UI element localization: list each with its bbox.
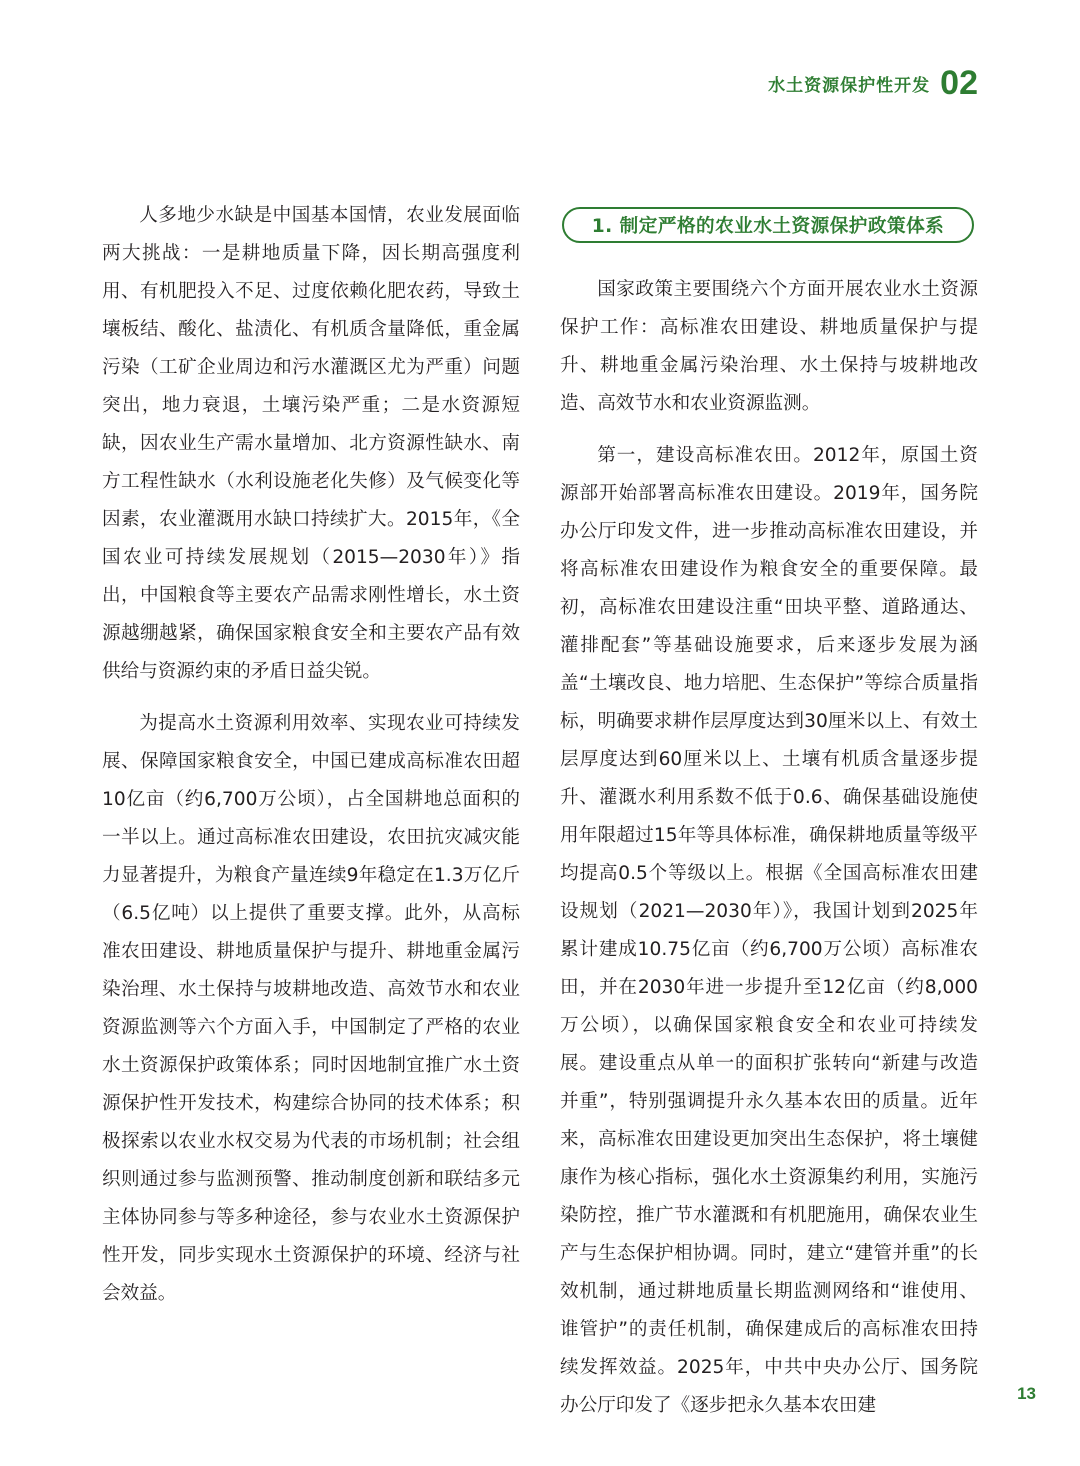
running-header <box>768 66 978 100</box>
section-heading: 1. 制定严格的农业水土资源保护政策体系 <box>591 216 945 237</box>
chapter-title: 水土资源保护性开发 <box>768 75 931 96</box>
left-column <box>102 197 520 1327</box>
body-paragraph: 国家政策主要围绕六个方面开展农业水土资源保护工作：高标准农田建设、耕地质量保护与提升、耕地重金属污染治理、水土保持与坡耕地改造、高效节水和农业资源监测。 <box>560 279 978 414</box>
chapter-number: 02 <box>940 64 978 102</box>
body-paragraph: 为提高水土资源利用效率、实现农业可持续发展、保障国家粮食安全，中国已建成高标准农田超10亿亩（约6,700万公顷），占全国耕地总面积的一半以上。通过高标准农田建设，农田抗灾减灾能力显著提升，为粮食产量连续9年稳定在1.3万亿斤（6.5亿吨）以上提供了重要支撑。此外，从高标准农田建设、耕地质量保护与提升、耕地重金属污染治理、水土保持与坡耕地改造、高效节水和农业资源监测等六个方面入手，中国制定了严格的农业水土资源保护政策体系；同时因地制宜推广水土资源保护性开发技术，构建综合协同的技术体系；积极探索以农业水权交易为代表的市场机制；社会组织则通过参与监测预警、推动制度创新和联结多元主体协同参与等多种途径，参与农业水土资源保护性开发，同步实现水土资源保护的环境、经济与社会效益。 <box>102 713 520 1304</box>
section-heading-badge <box>562 207 974 243</box>
page-number: 13 <box>1017 1384 1036 1403</box>
body-paragraph: 人多地少水缺是中国基本国情，农业发展面临两大挑战：一是耕地质量下降，因长期高强度利用、有机肥投入不足、过度依赖化肥农药，导致土壤板结、酸化、盐渍化、有机质含量降低，重金属污染（工矿企业周边和污水灌溉区尤为严重）问题突出，地力衰退，土壤污染严重；二是水资源短缺，因农业生产需水量增加、北方资源性缺水、南方工程性缺水（水利设施老化失修）及气候变化等因素，农业灌溉用水缺口持续扩大。2015年，《全国农业可持续发展规划（2015—2030年）》指出，中国粮食等主要农产品需求刚性增长，水土资源越绷越紧，确保国家粮食安全和主要农产品有效供给与资源约束的矛盾日益尖锐。 <box>102 205 520 682</box>
right-column <box>560 271 978 1439</box>
body-paragraph: 第一，建设高标准农田。2012年，原国土资源部开始部署高标准农田建设。2019年，国务院办公厅印发文件，进一步推动高标准农田建设，并将高标准农田建设作为粮食安全的重要保障。最初，高标准农田建设注重“田块平整、道路通达、灌排配套”等基础设施要求，后来逐步发展为涵盖“土壤改良、地力培肥、生态保护”等综合质量指标，明确要求耕作层厚度达到30厘米以上、有效土层厚度达到60厘米以上、土壤有机质含量逐步提升、灌溉水利用系数不低于0.6、确保基础设施使用年限超过15年等具体标准，确保耕地质量等级平均提高0.5个等级以上。根据《全国高标准农田建设规划（2021—2030年）》，我国计划到2025年累计建成10.75亿亩（约6,700万公顷）高标准农田，并在2030年进一步提升至12亿亩（约8,000万公顷），以确保国家粮食安全和农业可持续发展。建设重点从单一的面积扩张转向“新建与改造并重”，特别强调提升永久基本农田的质量。近年来，高标准农田建设更加突出生态保护，将土壤健康作为核心指标，强化水土资源集约利用，实施污染防控，推广节水灌溉和有机肥施用，确保农业生产与生态保护相协调。同时，建立“建管并重”的长效机制，通过耕地质量长期监测网络和“谁使用、谁管护”的责任机制，确保建成后的高标准农田持续发挥效益。2025年，中共中央办公厅、国务院办公厅印发了《逐步把永久基本农田建 <box>560 445 978 1416</box>
